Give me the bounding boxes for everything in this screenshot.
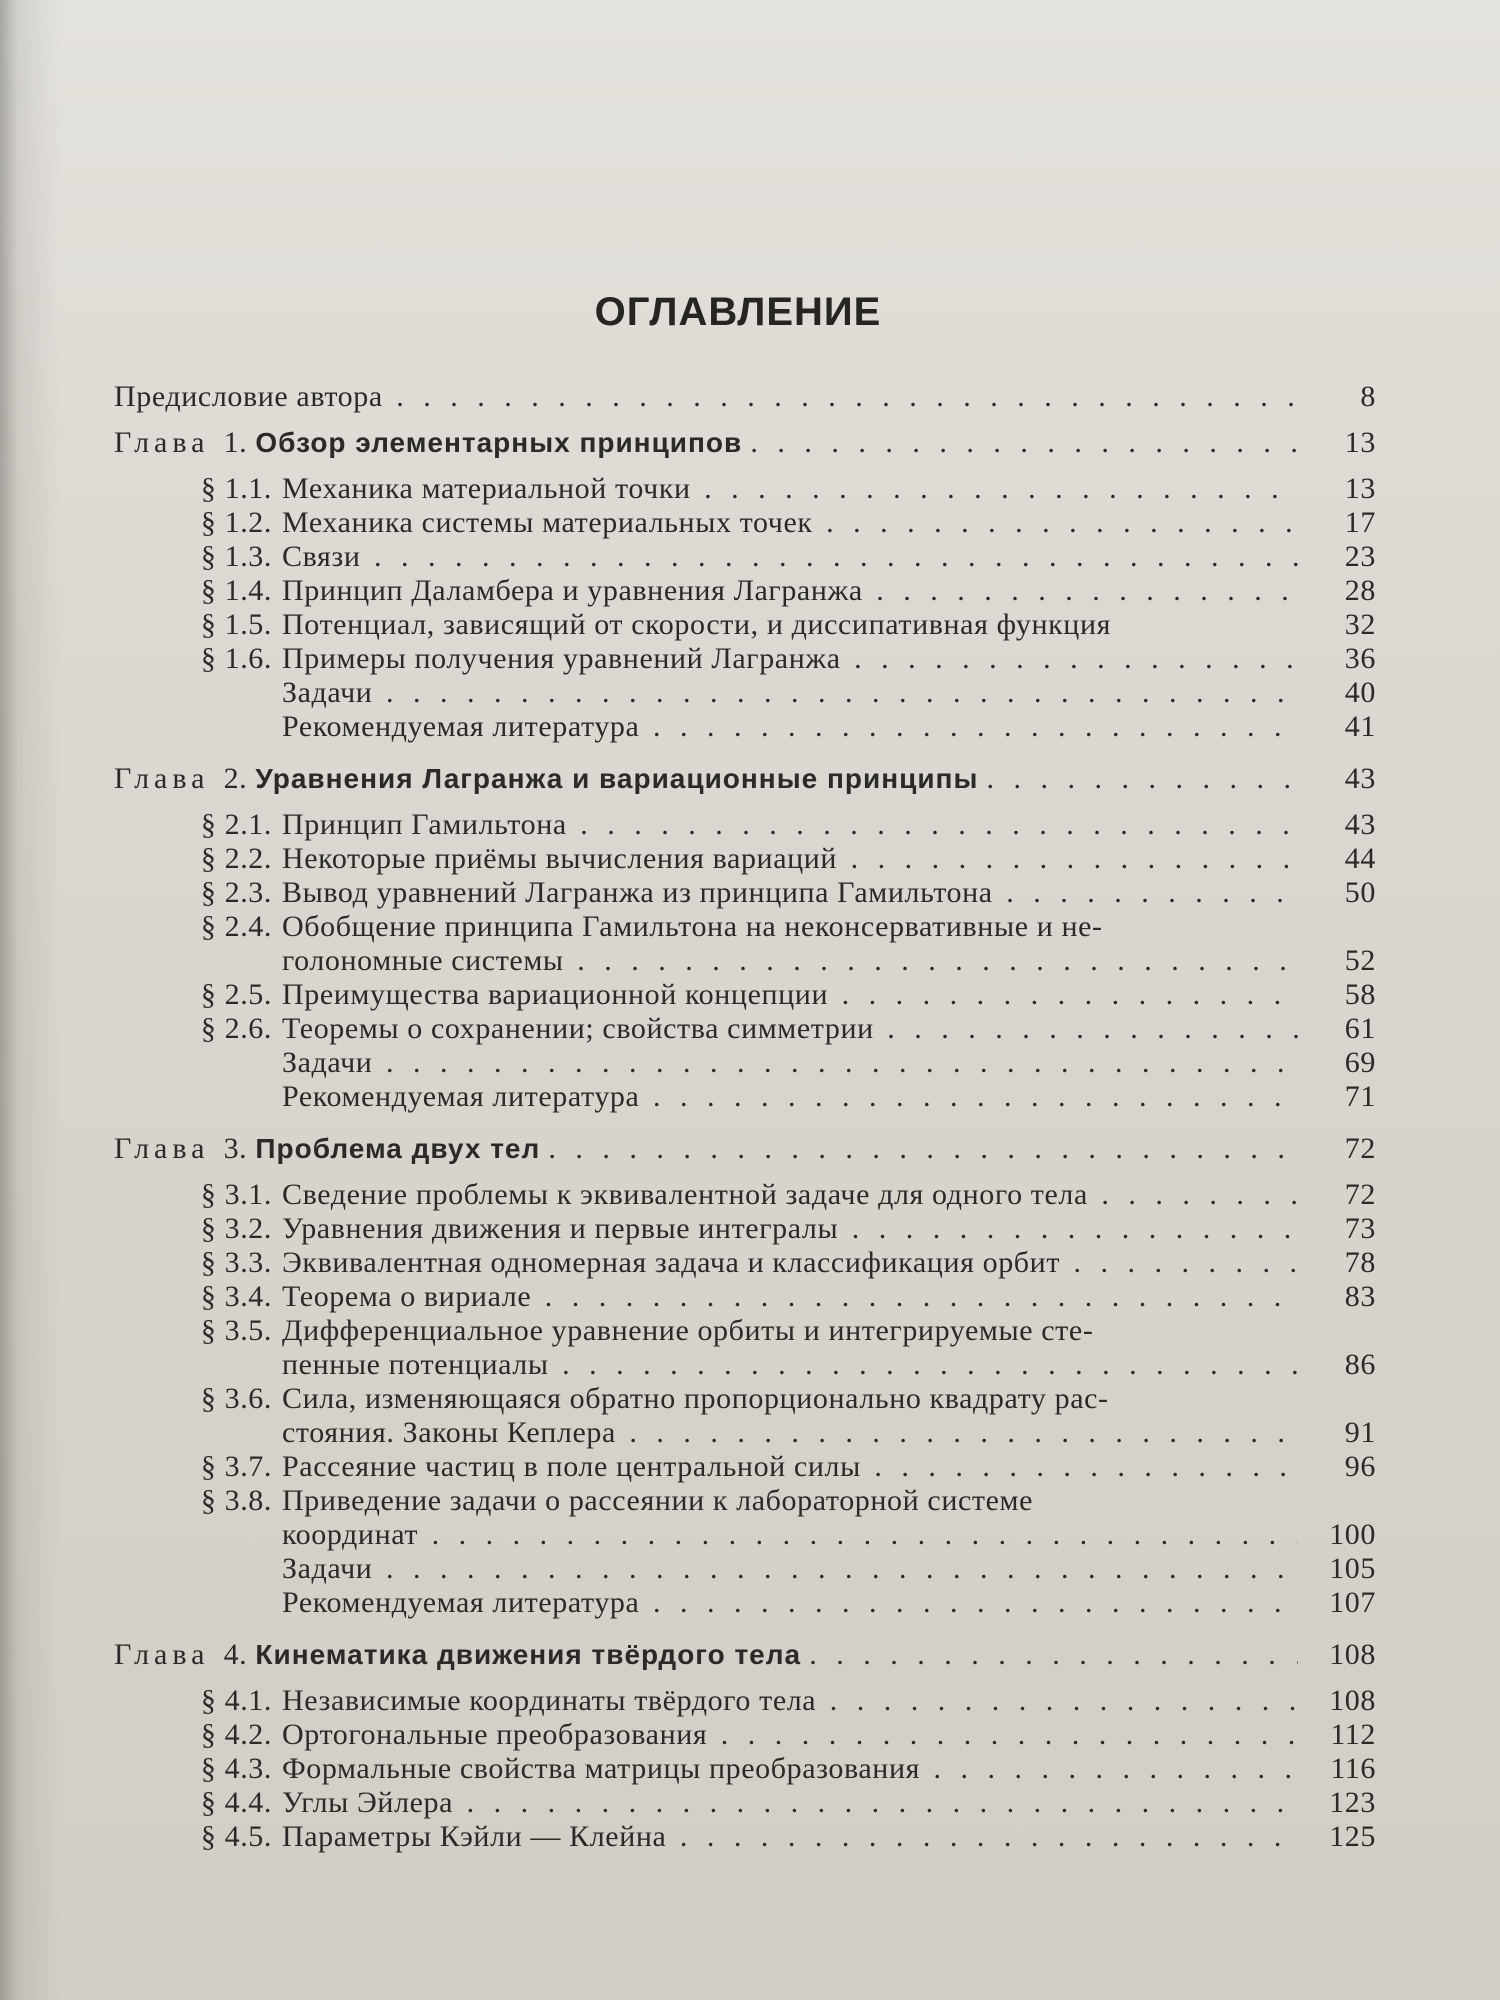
toc-section-problems[interactable] (172, 1552, 1376, 1586)
toc-chapter-1[interactable] (114, 426, 1376, 460)
section-number: § 2.2. (200, 842, 272, 875)
toc-section[interactable] (172, 1450, 1376, 1484)
section-title: Дифференциальное уравнение орбиты и интегрируемые сте- (282, 1314, 1094, 1347)
toc-page-number: 52 (1344, 944, 1376, 977)
page-title: ОГЛАВЛЕНИЕ (594, 290, 882, 334)
section-title: Независимые координаты твёрдого тела . . . (282, 1684, 1298, 1718)
chapter-title: Обзор элементарных принципов (255, 427, 743, 458)
toc-section[interactable] (172, 1178, 1376, 1212)
section-title: Потенциал, зависящий от скорости, и диссипативная функция (282, 608, 1112, 641)
toc-page-number: 91 (1344, 1416, 1376, 1449)
toc-chapter-2[interactable] (114, 762, 1376, 796)
section-number: § 4.3. (200, 1752, 272, 1785)
section-number: § 3.3. (200, 1246, 272, 1279)
toc-section[interactable] (172, 1212, 1376, 1246)
toc-page-number: 13 (1344, 426, 1376, 459)
toc-page-number: 43 (1344, 808, 1376, 841)
toc-entry-preface[interactable] (114, 380, 1376, 414)
toc-section-continuation[interactable] (172, 944, 1376, 978)
toc-section[interactable] (172, 1718, 1376, 1752)
toc-section-continuation[interactable] (172, 1348, 1376, 1382)
toc-page-number: 41 (1344, 710, 1376, 743)
section-number: § 1.2. (200, 506, 272, 539)
section-title: Углы Эйлера . . . (282, 1786, 1298, 1820)
toc-page-number: 123 (1329, 1786, 1376, 1819)
toc-section[interactable] (172, 1246, 1376, 1280)
section-title-continued: голономные системы . . . (282, 944, 1298, 978)
chapter-label: Глава (114, 1638, 210, 1671)
toc-page-number: 105 (1329, 1552, 1376, 1585)
section-number: § 4.5. (200, 1820, 272, 1853)
section-title: Формальные свойства матрицы преобразования . . . (282, 1752, 1298, 1786)
toc-section[interactable] (172, 1752, 1376, 1786)
section-title: Некоторые приёмы вычисления вариаций . . . (282, 842, 1298, 876)
toc-page-number: 50 (1344, 876, 1376, 909)
section-number: § 4.1. (200, 1684, 272, 1717)
toc-section[interactable] (172, 574, 1376, 608)
toc-page-number: 61 (1344, 1012, 1376, 1045)
section-number: § 1.6. (200, 642, 272, 675)
section-title: Связи . . . (282, 540, 1298, 574)
section-number: § 2.3. (200, 876, 272, 909)
section-title: Сила, изменяющаяся обратно пропорционально квадрату рас- (282, 1382, 1109, 1415)
toc-section[interactable] (172, 1820, 1376, 1854)
section-number: § 4.2. (200, 1718, 272, 1751)
toc-page-number: 69 (1344, 1046, 1376, 1079)
chapter-label: Глава (114, 1132, 210, 1165)
chapter-title: Уравнения Лагранжа и вариационные принципы (255, 763, 979, 794)
section-title: Задачи . . . (282, 1046, 1298, 1080)
section-title: Принцип Даламбера и уравнения Лагранжа . . . (282, 574, 1298, 608)
toc-section-references[interactable] (172, 710, 1376, 744)
toc-page-number: 17 (1344, 506, 1376, 539)
chapter-number: 4. (223, 1638, 248, 1671)
section-number: § 1.3. (200, 540, 272, 573)
chapter-number: 1. (223, 426, 248, 459)
section-number: § 4.4. (200, 1786, 272, 1819)
toc-section[interactable] (172, 472, 1376, 506)
toc-page-number: 96 (1344, 1450, 1376, 1483)
section-title-continued: координат . . . (282, 1518, 1298, 1552)
toc-page-number: 44 (1344, 842, 1376, 875)
section-title: Принцип Гамильтона . . . (282, 808, 1298, 842)
section-number: § 2.1. (200, 808, 272, 841)
toc-page-number: 72 (1344, 1132, 1376, 1165)
chapter-label: Глава (114, 762, 210, 795)
toc-entry-text: Предисловие автора . . . (114, 380, 1298, 414)
section-title-continued: пенные потенциалы . . . (282, 1348, 1298, 1382)
toc-page-number: 125 (1329, 1820, 1376, 1853)
toc-section[interactable] (172, 808, 1376, 842)
toc-section[interactable] (172, 1382, 1376, 1416)
section-number: § 1.1. (200, 472, 272, 505)
section-title: Преимущества вариационной концепции . . . (282, 978, 1298, 1012)
section-number: § 2.5. (200, 978, 272, 1011)
toc-section[interactable] (172, 910, 1376, 944)
section-title: Ортогональные преобразования . . . (282, 1718, 1298, 1752)
section-title: Рекомендуемая литература . . . (282, 1586, 1298, 1620)
section-title: Вывод уравнений Лагранжа из принципа Гамильтона . . . (282, 876, 1298, 910)
section-number: § 3.1. (200, 1178, 272, 1211)
toc-page-number: 78 (1344, 1246, 1376, 1279)
toc-page-number: 28 (1344, 574, 1376, 607)
toc-section[interactable] (172, 506, 1376, 540)
toc-page-number: 116 (1330, 1752, 1376, 1785)
toc-chapter-4[interactable] (114, 1638, 1376, 1672)
toc-page-number: 71 (1344, 1080, 1376, 1113)
section-number: § 1.4. (200, 574, 272, 607)
toc-section[interactable] (172, 1314, 1376, 1348)
toc-page-number: 40 (1344, 676, 1376, 709)
section-title-continued: стояния. Законы Кеплера . . . (282, 1416, 1298, 1450)
toc-section[interactable] (172, 842, 1376, 876)
section-title: Приведение задачи о рассеянии к лабораторной системе (282, 1484, 1034, 1517)
section-number: § 2.6. (200, 1012, 272, 1045)
toc-section-references[interactable] (172, 1080, 1376, 1114)
toc-page-number: 43 (1344, 762, 1376, 795)
toc-section[interactable] (172, 1786, 1376, 1820)
toc-page-number: 108 (1329, 1684, 1376, 1717)
toc-section[interactable] (172, 876, 1376, 910)
section-number: § 2.4. (200, 910, 272, 943)
section-number: § 3.2. (200, 1212, 272, 1245)
section-number: § 3.7. (200, 1450, 272, 1483)
section-title: Задачи . . . (282, 676, 1298, 710)
section-title: Параметры Кэйли — Клейна . . . (282, 1820, 1298, 1854)
toc-page-number: 36 (1344, 642, 1376, 675)
toc-section[interactable] (172, 1012, 1376, 1046)
chapter-number: 2. (223, 762, 248, 795)
toc-page-number: 108 (1329, 1638, 1376, 1671)
toc-chapter-3[interactable] (114, 1132, 1376, 1166)
toc-page-number: 83 (1344, 1280, 1376, 1313)
toc-section[interactable] (172, 608, 1376, 642)
toc-page-number: 86 (1344, 1348, 1376, 1381)
table-of-contents (114, 380, 1376, 1854)
toc-page-number: 73 (1344, 1212, 1376, 1245)
section-title: Теорема о вириале . . . (282, 1280, 1298, 1314)
chapter-number: 3. (223, 1132, 248, 1165)
section-title: Рассеяние частиц в поле центральной силы . . . (282, 1450, 1298, 1484)
section-title: Сведение проблемы к эквивалентной задаче для одного тела . . . (282, 1178, 1298, 1212)
toc-page-number: 32 (1344, 608, 1376, 641)
section-title: Рекомендуемая литература . . . (282, 710, 1298, 744)
section-title: Обобщение принципа Гамильтона на неконсервативные и не- (282, 910, 1103, 943)
toc-section-continuation[interactable] (172, 1416, 1376, 1450)
chapter-label: Глава (114, 426, 210, 459)
section-title: Механика системы материальных точек . . . (282, 506, 1298, 540)
section-title: Механика материальной точки . . . (282, 472, 1298, 506)
toc-page-number: 8 (1360, 380, 1376, 413)
toc-page-number: 23 (1344, 540, 1376, 573)
toc-section-references[interactable] (172, 1586, 1376, 1620)
section-title: Рекомендуемая литература . . . (282, 1080, 1298, 1114)
section-title: Примеры получения уравнений Лагранжа . . . (282, 642, 1298, 676)
toc-section[interactable] (172, 1484, 1376, 1518)
toc-section-problems[interactable] (172, 1046, 1376, 1080)
section-number: § 3.5. (200, 1314, 272, 1347)
toc-section[interactable] (172, 1280, 1376, 1314)
section-number: § 1.5. (200, 608, 272, 641)
toc-section[interactable] (172, 540, 1376, 574)
section-number: § 3.6. (200, 1382, 272, 1415)
toc-page-number: 58 (1344, 978, 1376, 1011)
chapter-title: Кинематика движения твёрдого тела (255, 1639, 802, 1670)
section-title: Уравнения движения и первые интегралы . . . (282, 1212, 1298, 1246)
section-title: Задачи . . . (282, 1552, 1298, 1586)
toc-page-number: 100 (1329, 1518, 1376, 1551)
toc-section[interactable] (172, 1684, 1376, 1718)
toc-section[interactable] (172, 978, 1376, 1012)
toc-page-number: 112 (1330, 1718, 1376, 1751)
chapter-title: Проблема двух тел (255, 1133, 541, 1164)
section-title: Эквивалентная одномерная задача и классификация орбит . . . (282, 1246, 1298, 1280)
toc-section-problems[interactable] (172, 676, 1376, 710)
section-number: § 3.8. (200, 1484, 272, 1517)
toc-page-number: 72 (1344, 1178, 1376, 1211)
toc-page-number: 107 (1329, 1586, 1376, 1619)
section-title: Теоремы о сохранении; свойства симметрии . . . (282, 1012, 1298, 1046)
toc-section-continuation[interactable] (172, 1518, 1376, 1552)
toc-page-number: 13 (1344, 472, 1376, 505)
section-number: § 3.4. (200, 1280, 272, 1313)
toc-section[interactable] (172, 642, 1376, 676)
